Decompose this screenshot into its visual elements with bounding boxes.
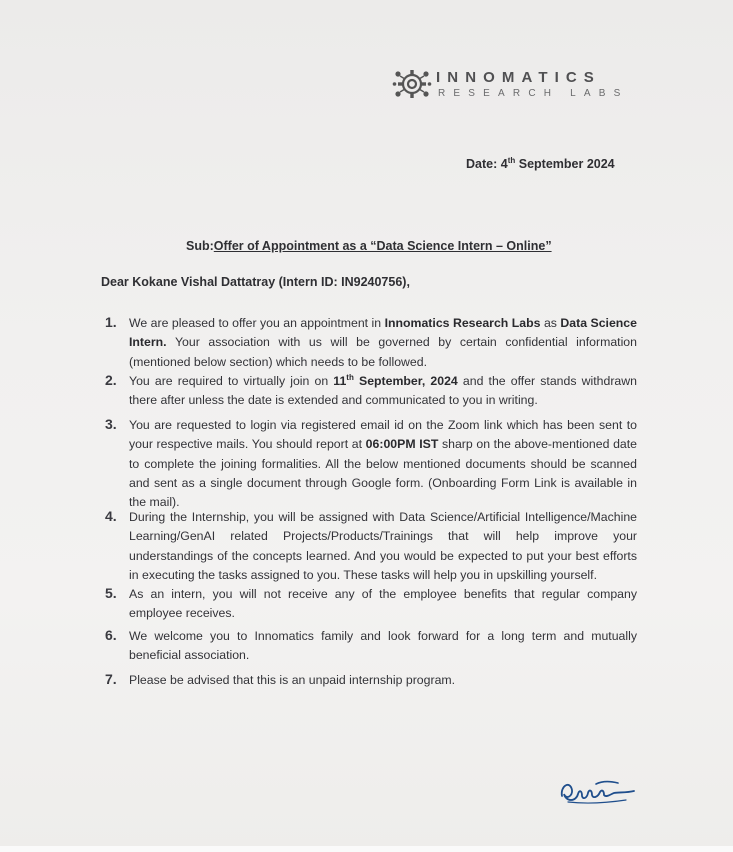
gear-molecule-icon xyxy=(392,66,432,102)
item-text: We are pleased to offer you an appointment in Innomatics Research Labs as Data Science Intern. Your association with us will be governed by certain confidential information (mentioned below section) which needs to be followed. xyxy=(129,316,637,369)
subject-line xyxy=(186,239,552,253)
item-number: 5. xyxy=(105,585,117,601)
salutation: Dear Kokane Vishal Dattatray (Intern ID: IN9240756), xyxy=(101,275,410,289)
subject-text: Offer of Appointment as a “Data Science Intern – Online” xyxy=(213,239,552,253)
date-day-suffix: th xyxy=(507,156,516,165)
date-day: 4 xyxy=(500,157,508,172)
item-number: 3. xyxy=(105,416,117,432)
company-logo xyxy=(392,66,632,102)
item-text: You are required to virtually join on 11th September, 2024 and the offer stands withdrawn there after unless the date is extended and communicated to you in writing. xyxy=(129,372,637,408)
letter-date xyxy=(466,156,615,171)
item-text: During the Internship, you will be assigned with Data Science/Artificial Intelligence/Machine Learning/GenAI related Projects/Products/Trainings that will help improve your understandings of the concepts learned. And you would be expected to put your best efforts in executing the tasks assigned to you. These tasks will help you in upskilling yourself. xyxy=(129,510,637,582)
logo-company-subtitle: RESEARCH LABS xyxy=(438,88,629,99)
item-text: As an intern, you will not receive any of the employee benefits that regular company employee receives. xyxy=(129,587,637,621)
page-bottom-edge xyxy=(0,846,733,852)
item-number: 4. xyxy=(105,508,117,524)
logo-company-name: INNOMATICS xyxy=(436,69,601,86)
item-text: You are requested to login via registered email id on the Zoom link which has been sent to your respective mails. You should report at 06:00PM IST sharp on the above-mentioned date to complete the joining formalities. All the below mentioned documents should be scanned and sent as a single document through Google form. (Onboarding Form Link is available in the mail). xyxy=(129,418,638,510)
date-month-year: September 2024 xyxy=(518,157,615,172)
handwritten-signature xyxy=(556,776,640,808)
item-number: 7. xyxy=(105,671,117,687)
date-label: Date: xyxy=(466,157,498,172)
item-text: We welcome you to Innomatics family and look forward for a long term and mutually beneficial association. xyxy=(129,629,637,663)
subject-label: Sub: xyxy=(186,239,214,253)
item-number: 2. xyxy=(105,372,117,388)
item-number: 6. xyxy=(105,627,117,643)
item-number: 1. xyxy=(105,314,117,330)
item-text: Please be advised that this is an unpaid internship program. xyxy=(129,673,456,687)
